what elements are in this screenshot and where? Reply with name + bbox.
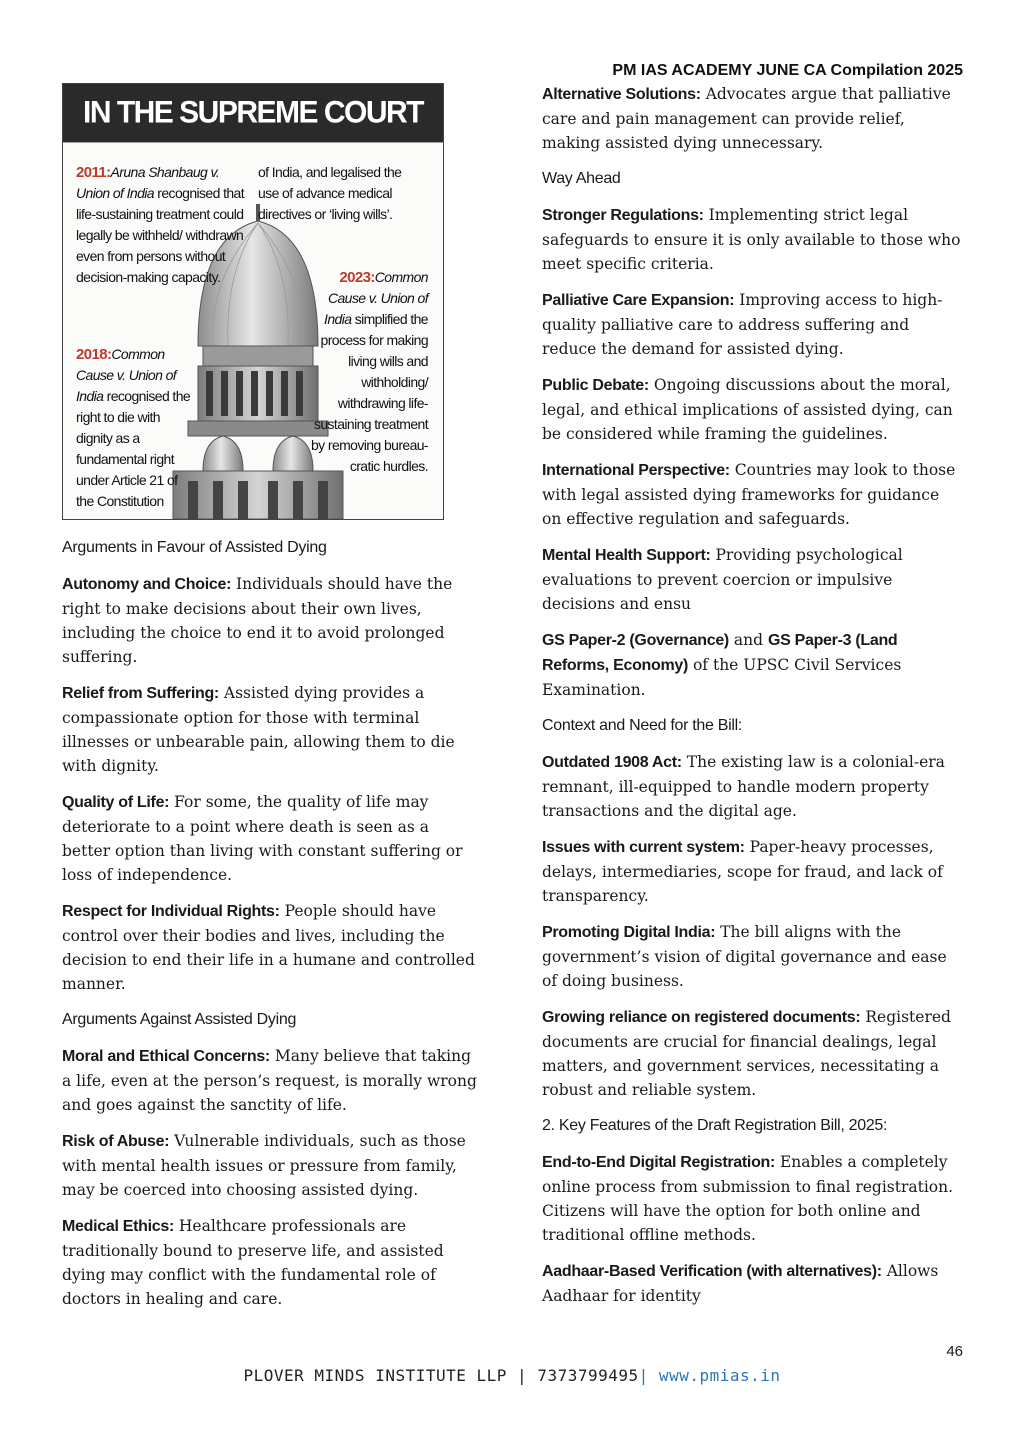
figure-title: IN THE SUPREME COURT (63, 83, 443, 142)
footer-org: PLOVER MINDS INSTITUTE LLP | 7373799495 (243, 1366, 639, 1385)
paragraph: Alternative Solutions: Advocates argue that palliative care and pain management can provide relief, making assisted dying unnecessary. (542, 85, 951, 152)
section-heading-against: Arguments Against Assisted Dying (62, 1011, 297, 1028)
paragraph: Moral and Ethical Concerns: Many believe that taking a life, even at the person’s request, is morally wrong and goes against the sanctity of life. (62, 1047, 477, 1114)
footer-website-link[interactable]: www.pmias.in (648, 1366, 781, 1385)
paragraph: End-to-End Digital Registration: Enables a completely online process from submission to final registration. Citizens will have the option for both online and traditional offline methods. (542, 1153, 954, 1244)
paragraph: Autonomy and Choice: Individuals should have the right to make decisions about their own lives, including the choice to end it to avoid prolonged suffering. (62, 575, 453, 666)
paragraph: Promoting Digital India: The bill aligns with the government’s vision of digital governance and ease of doing business. (542, 923, 947, 990)
paragraph: Aadhaar-Based Verification (with alternatives): Allows Aadhaar for identity (542, 1262, 939, 1305)
section-heading-key-features: 2. Key Features of the Draft Registration Bill, 2025: (542, 1117, 888, 1134)
page-footer (0, 1366, 1024, 1385)
figure-box-2018-cont: of India, and legalised the use of advance medical directives or ‘living wills’. (258, 164, 402, 222)
paragraph: Stronger Regulations: Implementing strict legal safeguards to ensure it is only available to those who meet specific criteria. (542, 206, 961, 273)
figure-box-2018: 2018:Common Cause v. Union of India recognised the right to die with dignity as a fundamental right under Article 21 of the Constitution (76, 346, 191, 509)
paragraph: International Perspective: Countries may look to those with legal assisted dying frameworks for guidance on effective regulation and safeguards. (542, 461, 956, 528)
paragraph: GS Paper-2 (Governance) and GS Paper-3 (Land Reforms, Economy) of the UPSC Civil Services Examination. (542, 631, 902, 699)
paragraph: Public Debate: Ongoing discussions about the moral, legal, and ethical implications of assisted dying, can be considered while framing the guidelines. (542, 376, 953, 443)
page-header: PM IAS ACADEMY JUNE CA Compilation 2025 (612, 62, 963, 79)
paragraph: Quality of Life: For some, the quality of life may deteriorate to a point where death is seen as a better option than living with constant suffering or loss of independence. (62, 793, 463, 884)
paragraph: Palliative Care Expansion: Improving access to high-quality palliative care to address suffering and reduce the demand for assisted dying. (542, 291, 943, 358)
left-column (62, 536, 482, 1323)
figure-box-2011: 2011:Aruna Shanbaug v. Union of India recognised that life-sustaining treatment could legally be withheld/ withdrawn even from persons without decision-making capacity. (76, 164, 245, 285)
paragraph: Medical Ethics: Healthcare professionals are traditionally bound to preserve life, and assisted dying may conflict with the fundamental role of doctors in healing and care. (62, 1217, 444, 1308)
paragraph: Outdated 1908 Act: The existing law is a colonial-era remnant, ill-equipped to handle modern property transactions and the digital age. (542, 753, 945, 820)
paragraph: Growing reliance on registered documents: Registered documents are crucial for financial dealings, legal matters, and government services, necessitating a robust and reliable system. (542, 1008, 951, 1099)
right-column (542, 82, 962, 1320)
section-heading-favour: Arguments in Favour of Assisted Dying (62, 539, 327, 556)
paragraph: Relief from Suffering: Assisted dying provides a compassionate option for those with terminal illnesses or unbearable pain, allowing them to die with dignity. (62, 684, 455, 775)
page-number: 46 (946, 1343, 963, 1360)
figure-box-2023: 2023:Common Cause v. Union of India simplified the process for making living wills and withholding/ withdrawing life-sustaining treatment by removing bureau- cratic hurdles. (311, 269, 428, 474)
supreme-court-figure (62, 83, 444, 520)
paragraph: Issues with current system: Paper-heavy processes, delays, intermediaries, scope for fraud, and lack of transparency. (542, 838, 943, 905)
paragraph: Mental Health Support: Providing psychological evaluations to prevent coercion or impulsive decisions and ensu (542, 546, 903, 613)
section-heading-way-ahead: Way Ahead (542, 170, 621, 187)
paragraph: Respect for Individual Rights: People should have control over their bodies and lives, including the decision to end their life in a humane and controlled manner. (62, 902, 475, 993)
footer-separator: | (638, 1366, 649, 1385)
paragraph: Risk of Abuse: Vulnerable individuals, such as those with mental health issues or pressure from family, may be coerced into choosing assisted dying. (62, 1132, 466, 1199)
section-heading-context: Context and Need for the Bill: (542, 717, 743, 734)
